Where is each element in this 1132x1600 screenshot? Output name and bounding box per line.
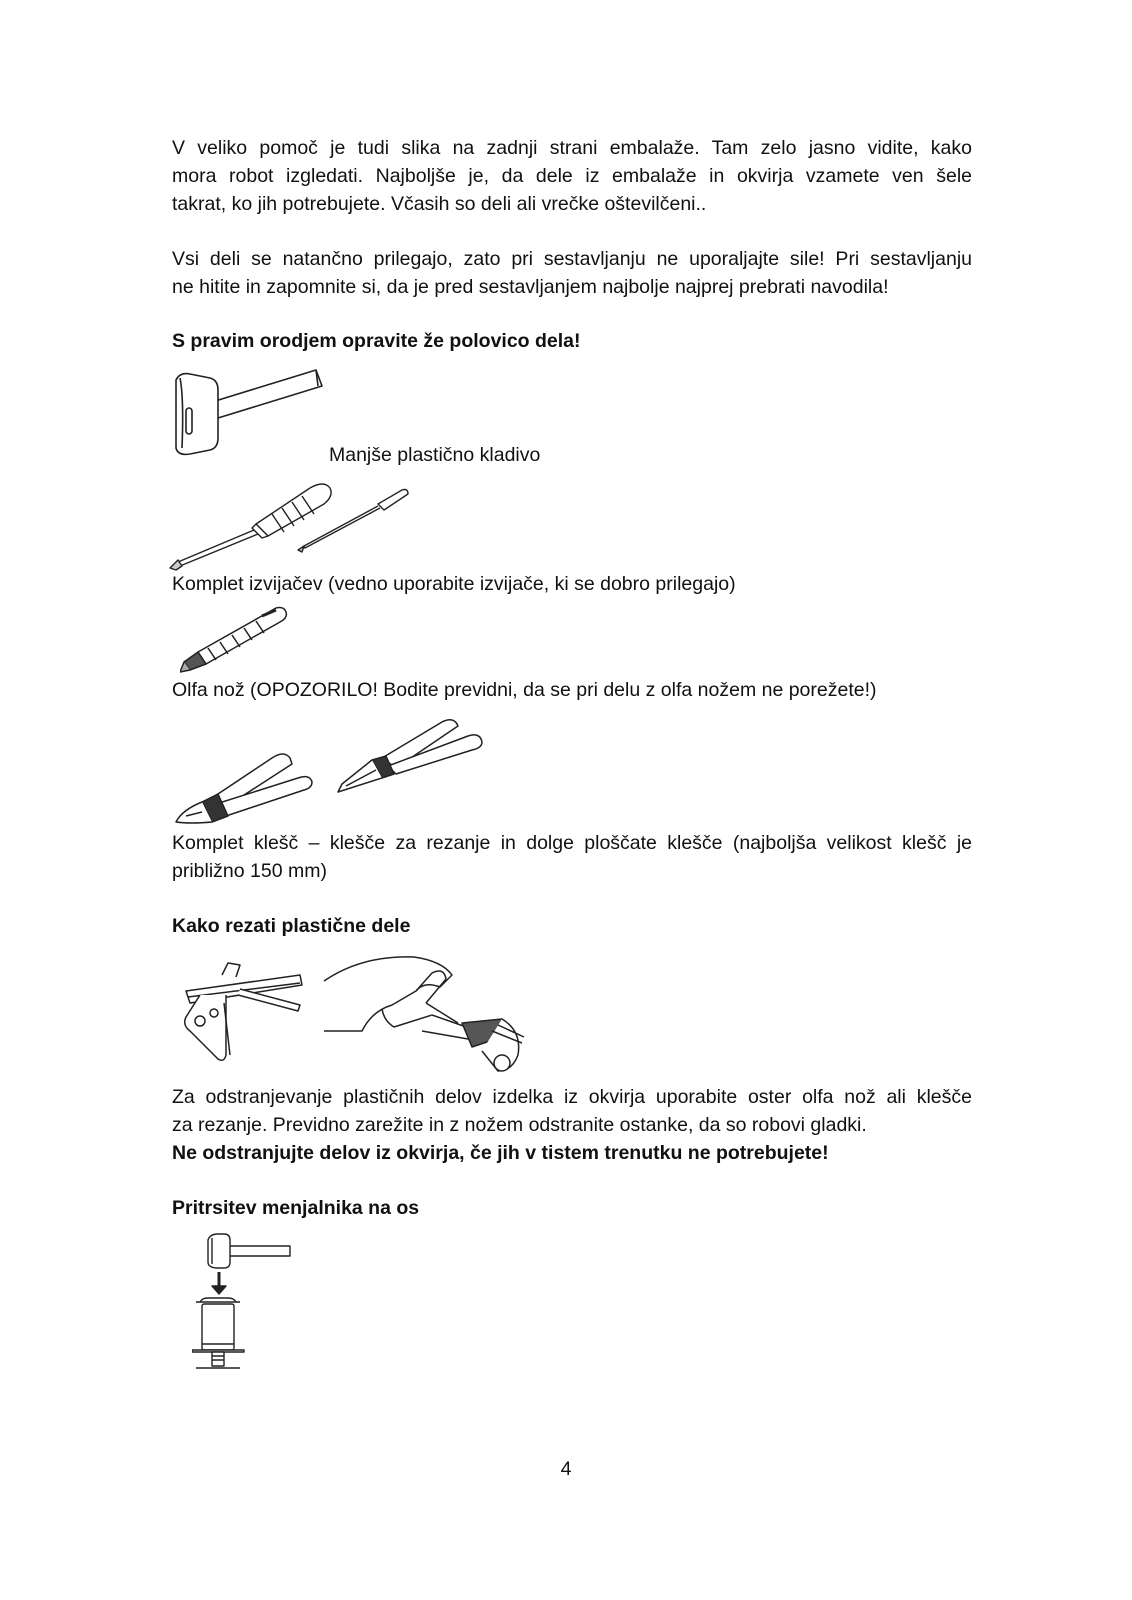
gearbox-heading: Pritrsitev menjalnika na os	[172, 1197, 420, 1219]
knife-caption: Olfa nož (OPOZORILO! Bodite previdni, da se pri delu z olfa nožem ne porežete!)	[172, 679, 877, 701]
cutting-frame-illustration	[180, 955, 304, 1065]
hammer-caption: Manjše plastično kladivo	[329, 444, 541, 466]
screwdrivers-caption: Komplet izvijačev (vedno uporabite izvijače, ki se dobro prilegajo)	[172, 573, 736, 595]
pliers-illustration	[172, 718, 502, 830]
cutting-hand-pliers-illustration	[322, 951, 530, 1087]
cutting-text-line-1: Za odstranjevanje plastičnih delov izdelka iz okvirja uporabite oster olfa nož ali klešče	[172, 1086, 972, 1108]
pliers-caption-line-1: Komplet klešč – klešče za rezanje in dolge ploščate klešče (najboljša velikost klešč je	[172, 832, 972, 854]
cutting-heading: Kako rezati plastične dele	[172, 915, 411, 937]
paragraph-1-line-1: V veliko pomoč je tudi slika na zadnji strani embalaže. Tam zelo jasno vidite, kako	[172, 137, 972, 159]
paragraph-1-line-2: mora robot izgledati. Najboljše je, da dele iz embalaže in okvirja vzamete ven šele	[172, 165, 972, 187]
paragraph-2-line-1: Vsi deli se natančno prilegajo, zato pri sestavljanju ne uporaljajte sile! Pri sestavljanju	[172, 248, 972, 270]
paragraph-2-line-2: ne hitite in zapomnite si, da je pred sestavljanjem najbolje najprej prebrati navodila!	[172, 276, 889, 298]
cutting-text-line-2: za rezanje. Previdno zarežite in z nožem odstranite ostanke, da so robovi gladki.	[172, 1114, 867, 1136]
hammer-illustration	[166, 368, 326, 464]
tools-heading: S pravim orodjem opravite že polovico dela!	[172, 330, 581, 352]
pliers-caption-line-2: približno 150 mm)	[172, 860, 327, 882]
utility-knife-illustration	[180, 604, 292, 674]
cutting-warning: Ne odstranjujte delov iz okvirja, če jih v tistem trenutku ne potrebujete!	[172, 1142, 829, 1164]
paragraph-1-line-3: takrat, ko jih potrebujete. Včasih so deli ali vrečke oštevilčeni..	[172, 193, 707, 215]
screwdrivers-illustration	[168, 474, 418, 574]
gearbox-mounting-illustration	[192, 1232, 296, 1374]
page-number: 4	[560, 1458, 572, 1480]
